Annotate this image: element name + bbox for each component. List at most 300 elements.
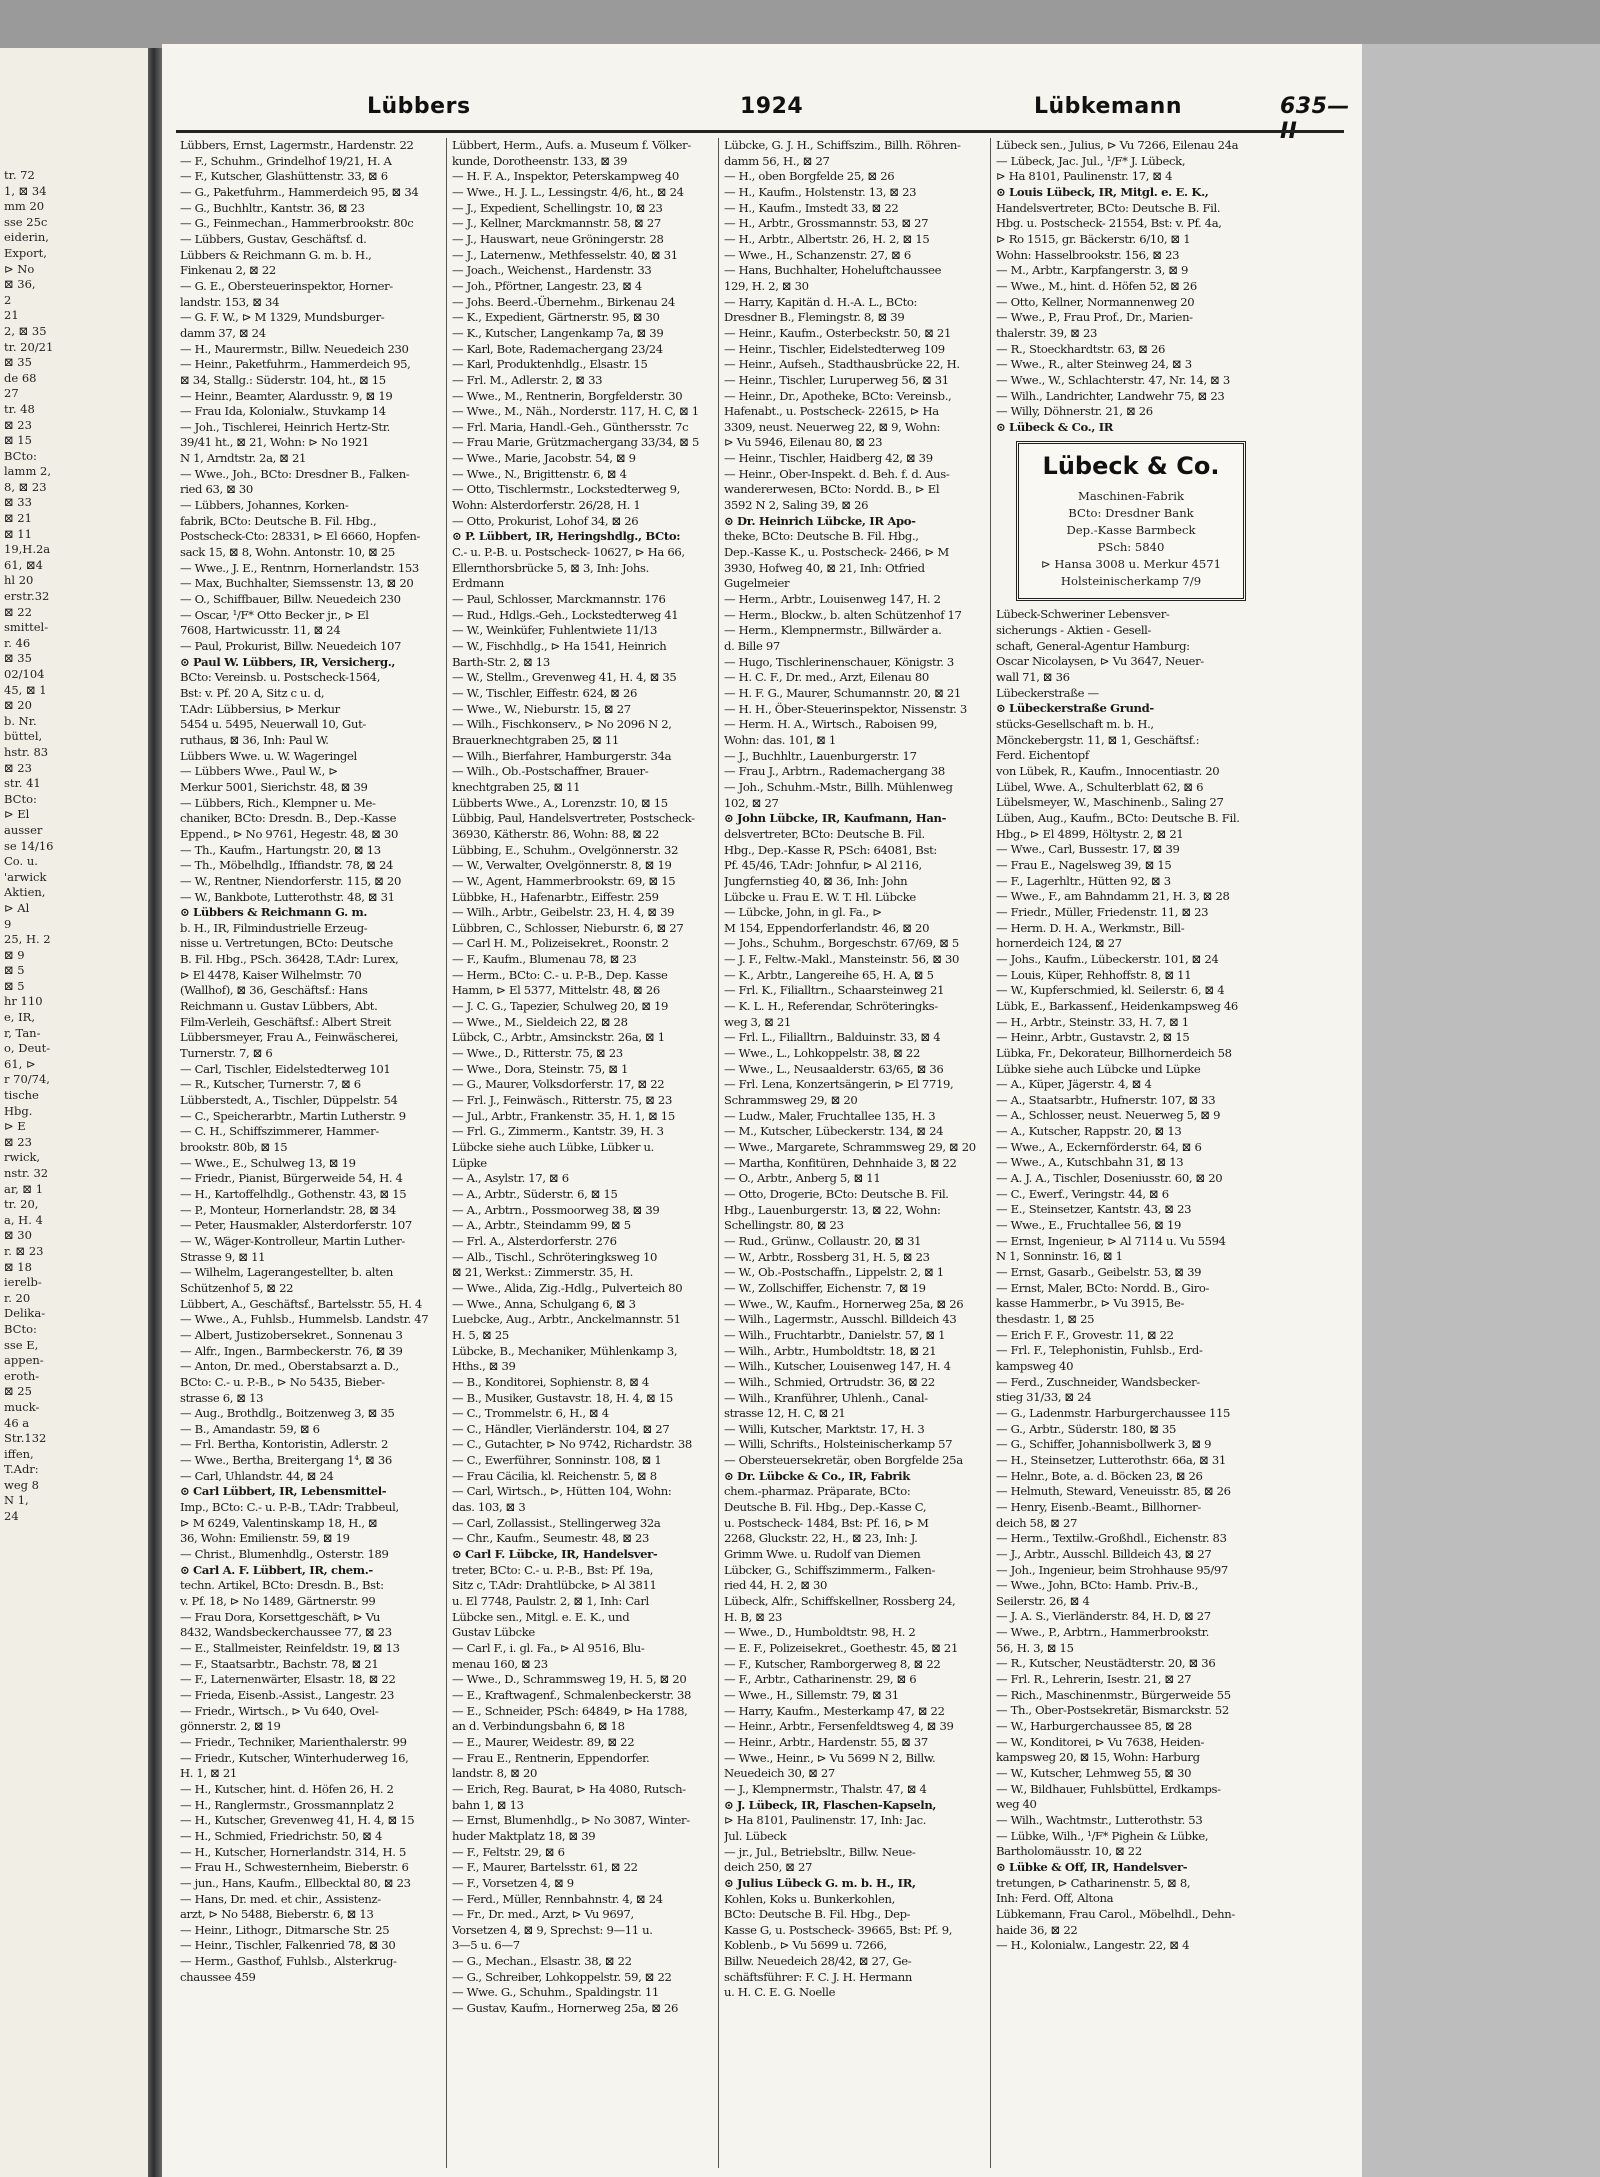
directory-entry-line: N 1, Sonninstr. 16, ⊠ 1 <box>996 1249 1123 1264</box>
directory-entry-line: — H., Steinsetzer, Lutterothstr. 66a, ⊠ 31 <box>996 1452 1226 1467</box>
directory-entry-line: wall 71, ⊠ 36 <box>996 670 1070 685</box>
directory-entry-line: thalerstr. 39, ⊠ 23 <box>996 325 1098 340</box>
previous-page-line: 21 <box>4 308 19 323</box>
previous-page-line: ⊳ El <box>4 807 30 822</box>
directory-entry-line: — Gustav, Kaufm., Hornerweg 25a, ⊠ 26 <box>452 2001 679 2016</box>
directory-entry-line: Wohn: Hasselbrookstr. 156, ⊠ 23 <box>996 247 1180 262</box>
directory-entry-line: Barth-Str. 2, ⊠ 13 <box>452 654 550 669</box>
directory-entry-line: Lübke siehe auch Lübcke und Lüpke <box>996 1061 1201 1076</box>
directory-entry-line: stücks-Gesellschaft m. b. H., <box>996 717 1154 732</box>
column-divider <box>446 138 447 2168</box>
previous-page-line: büttel, <box>4 729 43 744</box>
directory-entry-line: Hbg., Lauenburgerstr. 13, ⊠ 22, Wohn: <box>724 1202 941 1217</box>
directory-entry-line: M 154, Eppendorferlandstr. 46, ⊠ 20 <box>724 920 930 935</box>
previous-page-line: N 1, <box>4 1493 29 1508</box>
directory-entry-line: — Heinr., Arbtr., Hardenstr. 55, ⊠ 37 <box>724 1734 928 1749</box>
directory-entry-line: fabrik, BCto: Deutsche B. Fil. Hbg., <box>180 513 377 528</box>
directory-entry-line: 56, H. 3, ⊠ 15 <box>996 1640 1074 1655</box>
directory-entry-line: — Max, Buchhalter, Siemssenstr. 13, ⊠ 20 <box>180 576 414 591</box>
directory-entry-line: — W., Ob.-Postschaffn., Lippelstr. 2, ⊠ 1 <box>724 1265 944 1280</box>
directory-entry-line: — Wwe., H., Schanzenstr. 27, ⊠ 6 <box>724 247 911 262</box>
directory-entry-line: — Wwe., Margarete, Schrammsweg 29, ⊠ 20 <box>724 1140 976 1154</box>
directory-entry-line: — C., Händler, Vierländerstr. 104, ⊠ 27 <box>452 1421 670 1436</box>
ad-line: Maschinen-Fabrik <box>1078 489 1184 504</box>
directory-entry-line: — Heinr., Ober-Inspekt. d. Beh. f. d. Aus- <box>724 466 950 481</box>
directory-entry-line: — H., oben Borgfelde 25, ⊠ 26 <box>724 169 895 184</box>
previous-page-line: nstr. 32 <box>4 1166 49 1180</box>
directory-entry-line: — Wilh., Schmied, Ortrudstr. 36, ⊠ 22 <box>724 1374 935 1389</box>
directory-entry-line: — Karl, Produktenhdlg., Elsastr. 15 <box>452 357 648 372</box>
directory-entry-line: ⊳ M 6249, Valentinskamp 18, H., ⊠ <box>180 1515 378 1530</box>
directory-entry-line: — Frl. R., Lehrerin, Isestr. 21, ⊠ 27 <box>996 1672 1192 1687</box>
directory-entry-line: — F., Kutscher, Glashüttenstr. 33, ⊠ 6 <box>180 169 388 184</box>
directory-entry-line: — Jul., Arbtr., Frankenstr. 35, H. 1, ⊠ 15 <box>452 1108 675 1123</box>
directory-entry-line: — W., Weinküfer, Fuhlentwiete 11/13 <box>452 623 658 638</box>
previous-page-line: b. Nr. <box>4 713 37 728</box>
directory-entry-line: — Wilh., Fruchtarbtr., Danielstr. 57, ⊠ 1 <box>724 1327 946 1342</box>
directory-entry-line: — Wwe., L., Neusaalderstr. 63/65, ⊠ 36 <box>724 1061 944 1076</box>
directory-entry-line: Lübbersmeyer, Frau A., Feinwäscherei, <box>180 1030 399 1045</box>
directory-entry-line: Dep.-Kasse K., u. Postscheck- 2466, ⊳ M <box>724 545 949 560</box>
directory-entry-line: — Wilh., Fischkonserv., ⊳ No 2096 N 2, <box>452 717 672 732</box>
previous-page-line: ⊠ 35 <box>4 355 32 370</box>
column-divider <box>990 138 991 2168</box>
directory-entry-line: strasse 6, ⊠ 13 <box>180 1390 264 1405</box>
directory-entry-line: — Wwe., A., Fuhlsb., Hummelsb. Landstr. 47 <box>180 1312 429 1327</box>
directory-entry-line: (Wallhof), ⊠ 36, Geschäftsf.: Hans <box>180 983 368 998</box>
directory-entry-line: — A., Staatsarbtr., Hufnerstr. 107, ⊠ 33 <box>996 1092 1216 1107</box>
directory-entry-line: Bartholomäusstr. 10, ⊠ 22 <box>996 1844 1142 1859</box>
directory-entry-line: — Carl H. M., Polizeisekret., Roonstr. 2 <box>452 936 669 951</box>
directory-entry-line: — H. C. F., Dr. med., Arzt, Eilenau 80 <box>724 670 929 685</box>
directory-entry-line: — K. L. H., Referendar, Schröteringks- <box>724 999 938 1014</box>
directory-entry-line: ⊙ Lübke & Off, IR, Handelsver- <box>996 1859 1188 1874</box>
directory-entry-line: — Wilh., Lagermstr., Ausschl. Billdeich 43 <box>724 1312 957 1327</box>
directory-entry-line: Strasse 9, ⊠ 11 <box>180 1249 266 1264</box>
directory-entry-line: ⊙ Lübbers & Reichmann G. m. <box>180 905 368 920</box>
directory-entry-line: das. 103, ⊠ 3 <box>452 1500 526 1515</box>
directory-entry-line: C.- u. P.-B. u. Postscheck- 10627, ⊳ Ha 66, <box>452 545 685 560</box>
header-left: Lübbers <box>367 94 471 119</box>
directory-entry-line: — J. A. S., Vierländerstr. 84, H. D, ⊠ 27 <box>996 1609 1211 1624</box>
directory-entry-line: — E., Maurer, Weidestr. 89, ⊠ 22 <box>452 1734 635 1749</box>
directory-entry-line: — Otto, Kellner, Normannenweg 20 <box>996 294 1195 309</box>
previous-page-line: BCto: <box>4 791 37 806</box>
directory-entry-line: weg 3, ⊠ 21 <box>724 1014 791 1029</box>
directory-entry-line: Grimm Wwe. u. Rudolf van Diemen <box>724 1547 921 1562</box>
directory-entry-line: — Wwe., P., Frau Prof., Dr., Marien- <box>996 310 1193 325</box>
directory-entry-line: — Joh., Pförtner, Langestr. 23, ⊠ 4 <box>452 278 642 293</box>
directory-entry-line: deich 58, ⊠ 27 <box>996 1515 1078 1530</box>
directory-entry-line: H. 1, ⊠ 21 <box>180 1766 237 1781</box>
directory-entry-line: Lübcke u. Frau E. W. T. Hl. Lübcke <box>724 889 916 904</box>
previous-page-line: T.Adr: <box>4 1462 39 1477</box>
directory-entry-line: Lübeck, Alfr., Schiffskellner, Rossberg 24, <box>724 1594 956 1609</box>
directory-entry-line: Lübcke siehe auch Lübke, Lübker u. <box>452 1140 655 1154</box>
directory-entry-line: ⊠ 34, Stallg.: Süderstr. 104, ht., ⊠ 15 <box>180 372 386 387</box>
directory-entry-line: — E., Schneider, PSch: 64849, ⊳ Ha 1788, <box>452 1703 688 1718</box>
directory-entry-line: 8432, Wandsbeckerchaussee 77, ⊠ 23 <box>180 1625 392 1640</box>
directory-entry-line: — Wwe., H., Sillemstr. 79, ⊠ 31 <box>724 1687 899 1702</box>
directory-entry-line: — Oscar, ¹/F* Otto Becker jr., ⊳ El <box>180 607 369 622</box>
directory-entry-line: — Frl. L., Filialltrn., Balduinstr. 33, ⊠ 4 <box>724 1030 941 1045</box>
directory-entry-line: damm 37, ⊠ 24 <box>180 325 266 340</box>
previous-page-line: Export, <box>4 245 47 260</box>
directory-entry-line: Wohn: das. 101, ⊠ 1 <box>724 732 836 747</box>
directory-entry-line: Postscheck-Cto: 28331, ⊳ El 6660, Hopfen- <box>180 529 421 544</box>
directory-entry-line: — Wwe., Marie, Jacobstr. 54, ⊠ 9 <box>452 451 636 466</box>
directory-entry-line: 129, H. 2, ⊠ 30 <box>724 278 809 293</box>
directory-entry-line: — Joh., Tischlerei, Heinrich Hertz-Str. <box>180 419 390 434</box>
directory-entry-line: ⊳ Ha 8101, Paulinenstr. 17, ⊠ 4 <box>996 169 1173 184</box>
directory-entry-line: — Paul, Prokurist, Billw. Neuedeich 107 <box>180 639 402 653</box>
directory-entry-line: Lübbers, Ernst, Lagermstr., Hardenstr. 22 <box>180 138 414 152</box>
previous-page-line: tr. 48 <box>4 401 35 416</box>
directory-entry-line: — Rich., Maschinenmstr., Bürgerweide 55 <box>996 1687 1231 1702</box>
directory-entry-line: delsvertreter, BCto: Deutsche B. Fil. <box>724 826 925 841</box>
previous-page-line: de 68 <box>4 370 37 385</box>
previous-page-line: ⊠ 5 <box>4 963 25 978</box>
directory-entry-line: Luebcke, Aug., Arbtr., Anckelmannstr. 51 <box>452 1312 681 1327</box>
directory-page <box>162 44 1362 2177</box>
directory-entry-line: — Peter, Hausmakler, Alsterdorferstr. 107 <box>180 1218 412 1233</box>
directory-entry-line: ⊙ Louis Lübeck, IR, Mitgl. e. E. K., <box>996 184 1209 199</box>
page-number: 635—II <box>1280 94 1350 144</box>
directory-entry-line: — Frl. G., Zimmerm., Kantstr. 39, H. 3 <box>452 1124 664 1139</box>
directory-entry-line: theke, BCto: Deutsche B. Fil. Hbg., <box>724 529 919 544</box>
directory-entry-line: — G., Ladenmstr. Harburgerchaussee 115 <box>996 1405 1231 1420</box>
directory-entry-line: — Wwe., Dora, Steinstr. 75, ⊠ 1 <box>452 1061 629 1076</box>
directory-entry-line: bahn 1, ⊠ 13 <box>452 1797 524 1812</box>
directory-entry-line: — Johs. Beerd.-Übernehm., Birkenau 24 <box>452 294 675 309</box>
directory-entry-line: — W., Arbtr., Rossberg 31, H. 5, ⊠ 23 <box>724 1249 930 1264</box>
directory-entry-line: — Wwe., Anna, Schulgang 6, ⊠ 3 <box>452 1296 636 1311</box>
directory-entry-line: Neuedeich 30, ⊠ 27 <box>724 1766 835 1781</box>
directory-entry-line: — W., Kutscher, Lehmweg 55, ⊠ 30 <box>996 1766 1192 1781</box>
directory-entry-line: — jun., Hans, Kaufm., Ellbecktal 80, ⊠ 23 <box>180 1875 411 1890</box>
directory-entry-line: — H., Kutscher, Hornerlandstr. 314, H. 5 <box>180 1844 407 1859</box>
directory-entry-line: — H., Kutscher, hint. d. Höfen 26, H. 2 <box>180 1781 394 1796</box>
column-2 <box>452 138 714 2168</box>
directory-entry-line: Gustav Lübcke <box>452 1625 535 1640</box>
directory-entry-line: — Frau E., Rentnerin, Eppendorfer. <box>452 1750 650 1765</box>
directory-entry-line: — F., Vorsetzen 4, ⊠ 9 <box>452 1875 574 1890</box>
directory-entry-line: Lübberts Wwe., A., Lorenzstr. 10, ⊠ 15 <box>452 795 668 810</box>
directory-entry-line: 7608, Hartwicusstr. 11, ⊠ 24 <box>180 623 341 638</box>
directory-entry-line: — W., Harburgerchaussee 85, ⊠ 28 <box>996 1719 1192 1734</box>
directory-entry-line: — Rud., Hdlgs.-Geh., Lockstedterweg 41 <box>452 607 679 622</box>
directory-entry-line: — J., Buchhltr., Lauenburgerstr. 17 <box>724 748 917 763</box>
directory-entry-line: schäftsführer: F. C. J. H. Hermann <box>724 1969 912 1984</box>
directory-entry-line: Kohlen, Koks u. Bunkerkohlen, <box>724 1891 895 1906</box>
directory-entry-line: ⊙ P. Lübbert, IR, Heringshdlg., BCto: <box>452 529 681 544</box>
previous-page-line: ⊠ 5 <box>4 978 25 993</box>
previous-page-line: ⊠ 18 <box>4 1259 32 1274</box>
directory-entry-line: — Heinr., Tischler, Eidelstedterweg 109 <box>724 341 945 356</box>
previous-page-line: hr 110 <box>4 994 43 1009</box>
directory-entry-line: Lübbing, E., Schuhm., Ovelgönnerstr. 32 <box>452 842 679 857</box>
directory-entry-line: — Wwe., N., Brigittenstr. 6, ⊠ 4 <box>452 466 627 481</box>
directory-entry-line: Lübka, Fr., Dekorateur, Billhornerdeich 58 <box>996 1045 1232 1060</box>
directory-entry-line: — Frl. M., Adlerstr. 2, ⊠ 33 <box>452 372 603 387</box>
directory-entry-line: — B., Musiker, Gustavstr. 18, H. 4, ⊠ 15 <box>452 1390 673 1405</box>
directory-entry-line: — H., Kartoffelhdlg., Gothenstr. 43, ⊠ 15 <box>180 1186 407 1201</box>
directory-entry-line: — Rud., Grünw., Collaustr. 20, ⊠ 31 <box>724 1233 922 1248</box>
directory-entry-line: Lübbke, H., Hafenarbtr., Eiffestr. 259 <box>452 889 659 904</box>
directory-entry-line: — Lübbers, Gustav, Geschäftsf. d. <box>180 231 367 246</box>
directory-entry-line: — Ernst, Blumenhdlg., ⊳ No 3087, Winter- <box>452 1813 690 1828</box>
directory-entry-line: — W., Tischler, Eiffestr. 624, ⊠ 26 <box>452 685 638 700</box>
directory-entry-line: — O., Arbtr., Anberg 5, ⊠ 11 <box>724 1171 881 1186</box>
directory-entry-line: — C., Speicherarbtr., Martin Lutherstr. 9 <box>180 1108 406 1123</box>
directory-entry-line: Lübberstedt, A., Tischler, Düppelstr. 54 <box>180 1093 398 1108</box>
directory-entry-line: BCto: Vereinsb. u. Postscheck-1564, <box>180 670 381 685</box>
previous-page-line: 02/104 <box>4 667 45 681</box>
ad-line: ⊳ Hansa 3008 u. Merkur 4571 <box>1041 557 1221 572</box>
directory-entry-line: — Frau Ida, Kolonialw., Stuvkamp 14 <box>180 404 386 419</box>
directory-entry-line: — E., Kraftwagenf., Schmalenbeckerstr. 38 <box>452 1687 692 1702</box>
directory-entry-line: Merkur 5001, Sierichstr. 48, ⊠ 39 <box>180 779 368 794</box>
directory-entry-line: — A., Arbtr., Süderstr. 6, ⊠ 15 <box>452 1186 618 1201</box>
header-year: 1924 <box>740 94 804 119</box>
directory-entry-line: — Friedr., Kutscher, Winterhuderweg 16, <box>180 1750 409 1765</box>
directory-entry-line: — H., Arbtr., Steinstr. 33, H. 7, ⊠ 1 <box>996 1014 1189 1029</box>
directory-entry-line: — K., Expedient, Gärtnerstr. 95, ⊠ 30 <box>452 310 660 325</box>
directory-entry-line: — F., Feltstr. 29, ⊠ 6 <box>452 1844 565 1859</box>
directory-entry-line: Ellernthorsbrücke 5, ⊠ 3, Inh: Johs. <box>452 560 649 575</box>
directory-entry-line: — C., Gutachter, ⊳ No 9742, Richardstr. 38 <box>452 1437 692 1452</box>
ad-line: PSch: 5840 <box>1097 540 1165 555</box>
directory-entry-line: an d. Verbindungsbahn 6, ⊠ 18 <box>452 1719 625 1734</box>
directory-entry-line: — Heinr., Beamter, Alardusstr. 9, ⊠ 19 <box>180 388 393 403</box>
directory-entry-line: — Frau Marie, Grützmachergang 33/34, ⊠ 5 <box>452 435 699 450</box>
directory-entry-line: — C., Ewerf., Veringstr. 44, ⊠ 6 <box>996 1186 1169 1201</box>
directory-entry-line: — W., Bankbote, Lutterothstr. 48, ⊠ 31 <box>180 889 395 904</box>
directory-entry-line: — Wwe., John, BCto: Hamb. Priv.-B., <box>996 1578 1199 1593</box>
directory-entry-line: 3309, neust. Neuerweg 22, ⊠ 9, Wohn: <box>724 419 941 434</box>
directory-entry-line: Lübel, Wwe. A., Schulterblatt 62, ⊠ 6 <box>996 779 1204 794</box>
previous-page-line: eiderin, <box>4 230 49 245</box>
directory-entry-line: — H., Ranglermstr., Grossmannplatz 2 <box>180 1797 395 1812</box>
directory-entry-line: wandererwesen, BCto: Nordd. B., ⊳ El <box>724 482 940 497</box>
directory-entry-line: — H., Maurermstr., Billw. Neuedeich 230 <box>180 341 409 356</box>
directory-entry-line: ⊙ Carl A. F. Lübbert, IR, chem.- <box>180 1562 373 1577</box>
directory-entry-line: Vorsetzen 4, ⊠ 9, Sprechst: 9—11 u. <box>452 1922 653 1937</box>
directory-entry-line: — Johs., Schuhm., Borgeschstr. 67/69, ⊠ 5 <box>724 936 959 951</box>
directory-entry-line: Kasse G, u. Postscheck- 39665, Bst: Pf. 9, <box>724 1922 953 1937</box>
directory-entry-line: — Wwe., D., Ritterstr. 75, ⊠ 23 <box>452 1046 623 1061</box>
previous-page-text <box>0 48 148 1525</box>
directory-entry-line: — Louis, Küper, Rehhoffstr. 8, ⊠ 11 <box>996 967 1192 982</box>
directory-entry-line: — H., Schmied, Friedrichstr. 50, ⊠ 4 <box>180 1828 383 1843</box>
directory-entry-line: — Joh., Ingenieur, beim Strohhause 95/97 <box>996 1562 1228 1577</box>
directory-entry-line: ⊙ Carl F. Lübcke, IR, Handelsver- <box>452 1547 658 1562</box>
directory-entry-line: d. Bille 97 <box>724 639 780 653</box>
previous-page-line: ⊠ 20 <box>4 698 32 713</box>
directory-entry-line: Lübcke, B., Mechaniker, Mühlenkamp 3, <box>452 1343 678 1358</box>
directory-entry-line: — Erich, Reg. Baurat, ⊳ Ha 4080, Rutsch- <box>452 1781 686 1796</box>
directory-entry-line: ⊙ Julius Lübeck G. m. b. H., IR, <box>724 1875 916 1890</box>
directory-entry-line: T.Adr: Lübbersius, ⊳ Merkur <box>180 701 340 716</box>
ad-title: Lübeck & Co. <box>1042 452 1220 481</box>
directory-entry-line: — H. F. A., Inspektor, Peterskampweg 40 <box>452 169 679 184</box>
directory-entry-line: ⊙ John Lübcke, IR, Kaufmann, Han- <box>724 811 947 826</box>
directory-entry-line: — G., Schreiber, Lohkoppelstr. 59, ⊠ 22 <box>452 1969 672 1984</box>
directory-entry-line: ⊙ Paul W. Lübbers, IR, Versicherg., <box>180 654 396 669</box>
directory-entry-line: — Martha, Konfitüren, Dehnhaide 3, ⊠ 22 <box>724 1155 957 1170</box>
directory-entry-line: ruthaus, ⊠ 36, Inh: Paul W. <box>180 732 329 747</box>
directory-entry-line: 39/41 ht., ⊠ 21, Wohn: ⊳ No 1921 <box>180 435 369 450</box>
directory-entry-line: — W., Fischhdlg., ⊳ Ha 1541, Heinrich <box>452 639 667 653</box>
directory-entry-line: kasse Hammerbr., ⊳ Vu 3915, Be- <box>996 1296 1185 1311</box>
directory-entry-line: — Heinr., Tischler, Haidberg 42, ⊠ 39 <box>724 451 933 466</box>
directory-entry-line: Brauerknechtgraben 25, ⊠ 11 <box>452 732 619 747</box>
directory-entry-line: — Carl, Tischler, Eidelstedterweg 101 <box>180 1061 391 1076</box>
previous-page-line: sse 25c <box>4 214 48 229</box>
directory-entry-line: Lübcker, G., Schiffszimmerm., Falken- <box>724 1562 936 1577</box>
previous-page-line: tische <box>4 1088 39 1103</box>
directory-entry-line: Wohn: Alsterdorferstr. 26/28, H. 1 <box>452 498 641 513</box>
directory-entry-line: Lübcke sen., Mitgl. e. E. K., und <box>452 1609 630 1624</box>
directory-entry-line: — Wwe., E., Fruchtallee 56, ⊠ 19 <box>996 1218 1182 1233</box>
directory-entry-line: 2268, Gluckstr. 22, H., ⊠ 23, Inh: J. <box>724 1531 918 1546</box>
directory-entry-line: — R., Stoeckhardtstr. 63, ⊠ 26 <box>996 341 1166 356</box>
previous-page-line: hl 20 <box>4 573 34 588</box>
directory-entry-line: von Lübek, R., Kaufm., Innocentiastr. 20 <box>996 764 1220 779</box>
previous-page-line: r. 20 <box>4 1290 31 1305</box>
directory-entry-line: ⊳ Ha 8101, Paulinenstr. 17, Inh: Jac. <box>724 1813 927 1828</box>
previous-page-line: iffen, <box>4 1446 34 1461</box>
directory-entry-line: Erdmann <box>452 576 504 591</box>
directory-entry-line: — Chr., Kaufm., Seumestr. 48, ⊠ 23 <box>452 1531 650 1546</box>
previous-page-line: ⊠ 30 <box>4 1228 32 1243</box>
directory-entry-line: — O., Schiffbauer, Billw. Neuedeich 230 <box>180 592 401 607</box>
directory-entry-line: ⊙ Lübeckerstraße Grund- <box>996 701 1154 716</box>
directory-entry-line: Hamm, ⊳ El 5377, Mittelstr. 48, ⊠ 26 <box>452 983 660 998</box>
directory-entry-line: Finkenau 2, ⊠ 22 <box>180 263 276 278</box>
directory-entry-line: techn. Artikel, BCto: Dresdn. B., Bst: <box>180 1578 384 1593</box>
directory-entry-line: — F., Kaufm., Blumenau 78, ⊠ 23 <box>452 952 637 967</box>
directory-entry-line: — Wwe., F., am Bahndamm 21, H. 3, ⊠ 28 <box>996 889 1230 904</box>
directory-entry-line: — G., Maurer, Volksdorferstr. 17, ⊠ 22 <box>452 1077 665 1092</box>
directory-entry-line: — Wwe., Bertha, Breitergang 1⁴, ⊠ 36 <box>180 1453 392 1468</box>
directory-entry-line: ⊠ 21, Werkst.: Zimmerstr. 35, H. <box>452 1265 633 1280</box>
directory-entry-line: — Heinr., Dr., Apotheke, BCto: Vereinsb., <box>724 388 952 403</box>
directory-entry-line: u. Postscheck- 1484, Bst: Pf. 16, ⊳ M <box>724 1515 929 1530</box>
directory-entry-line: — M., Kutscher, Lübeckerstr. 134, ⊠ 24 <box>724 1124 944 1139</box>
directory-entry-line: — Otto, Drogerie, BCto: Deutsche B. Fil. <box>724 1186 949 1201</box>
directory-entry-line: — Frl. K., Filialltrn., Schaarsteinweg 21 <box>724 983 945 998</box>
directory-entry-line: — Hans, Dr. med. et chir., Assistenz- <box>180 1891 381 1906</box>
directory-entry-line: — J. F., Feltw.-Makl., Mansteinstr. 56, ⊠ 30 <box>724 952 960 967</box>
directory-entry-line: — Frieda, Eisenb.-Assist., Langestr. 23 <box>180 1687 394 1702</box>
directory-entry-line: — Frl. Bertha, Kontoristin, Adlerstr. 2 <box>180 1437 388 1452</box>
directory-entry-line: — Lübbers Wwe., Paul W., ⊳ <box>180 764 338 779</box>
directory-entry-line: — H., Arbtr., Grossmannstr. 53, ⊠ 27 <box>724 216 929 231</box>
book-gutter <box>148 48 162 2177</box>
directory-entry-line: — Frl. A., Alsterdorferstr. 276 <box>452 1233 617 1248</box>
directory-entry-line: — Wilh., Bierfahrer, Hamburgerstr. 34a <box>452 748 672 763</box>
directory-entry-line: — Friedr., Pianist, Bürgerweide 54, H. 4 <box>180 1171 403 1186</box>
directory-entry-line: landstr. 8, ⊠ 20 <box>452 1766 538 1781</box>
directory-entry-line: — Wilh., Landrichter, Landwehr 75, ⊠ 23 <box>996 388 1225 403</box>
previous-page-line: ⊳ Al <box>4 900 30 915</box>
directory-entry-line: — Ferd., Müller, Rennbahnstr. 4, ⊠ 24 <box>452 1891 663 1906</box>
directory-entry-line: — Wwe., M., Näh., Norderstr. 117, H. C, ⊠ 1 <box>452 404 699 419</box>
previous-page-line: ⊠ 22 <box>4 604 32 619</box>
directory-entry-line: H. B, ⊠ 23 <box>724 1609 783 1624</box>
directory-entry-line: — A., Arbtr., Steindamm 99, ⊠ 5 <box>452 1218 631 1233</box>
directory-entry-line: Hafenabt., u. Postscheck- 22615, ⊳ Ha <box>724 404 939 419</box>
directory-entry-line: Sitz c, T.Adr: Drahtlübcke, ⊳ Al 3811 <box>452 1578 657 1593</box>
directory-entry-line: — E., Stallmeister, Reinfeldstr. 19, ⊠ 13 <box>180 1641 400 1655</box>
previous-page-line: tr. 72 <box>4 168 35 182</box>
previous-page-line: Co. u. <box>4 854 38 869</box>
previous-page-line: o, Deut- <box>4 1041 51 1056</box>
directory-entry-line: — Herm. D. H. A., Werkmstr., Bill- <box>996 920 1185 935</box>
directory-entry-line: Lübbig, Paul, Handelsvertreter, Postscheck- <box>452 811 695 826</box>
directory-entry-line: — W., Kupferschmied, kl. Seilerstr. 6, ⊠ 4 <box>996 983 1225 998</box>
directory-entry-line: ⊙ J. Lübeck, IR, Flaschen-Kapseln, <box>724 1797 937 1812</box>
directory-entry-line: — Carl, Zollassist., Stellingerweg 32a <box>452 1515 661 1530</box>
directory-entry-line: chem.-pharmaz. Präparate, BCto: <box>724 1484 911 1499</box>
previous-page-line: tr. 20, <box>4 1197 39 1212</box>
directory-entry-line: N 1, Arndtstr. 2a, ⊠ 21 <box>180 451 307 466</box>
directory-entry-line: — jr., Jul., Betriebsltr., Billw. Neue- <box>724 1844 916 1859</box>
directory-entry-line: — H., Kutscher, Grevenweg 41, H. 4, ⊠ 15 <box>180 1813 415 1828</box>
directory-entry-line: Bst: v. Pf. 20 A, Sitz c u. d, <box>180 685 325 700</box>
directory-entry-line: stieg 31/33, ⊠ 24 <box>996 1390 1092 1405</box>
directory-entry-line: — Wwe., W., Kaufm., Hornerweg 25a, ⊠ 26 <box>724 1296 964 1311</box>
directory-entry-line: Deutsche B. Fil. Hbg., Dep.-Kasse C, <box>724 1500 927 1515</box>
previous-page-line: appen- <box>4 1353 44 1368</box>
directory-entry-line: Schützenhof 5, ⊠ 22 <box>180 1280 294 1295</box>
directory-entry-line: chaussee 459 <box>180 1969 256 1984</box>
directory-entry-line: 36, Wohn: Emilienstr. 59, ⊠ 19 <box>180 1531 350 1546</box>
directory-entry-line: — Heinr., Arbtr., Gustavstr. 2, ⊠ 15 <box>996 1030 1190 1045</box>
previous-page-edge <box>0 48 148 2177</box>
previous-page-line: ⊠ 35 <box>4 651 32 666</box>
previous-page-line: e, IR, <box>4 1010 35 1025</box>
directory-entry-line: — F., Kutscher, Ramborgerweg 8, ⊠ 22 <box>724 1656 941 1671</box>
directory-entry-line: — C., Trommelstr. 6, H., ⊠ 4 <box>452 1406 609 1421</box>
ad-line: Dep.-Kasse Barmbeck <box>1066 523 1196 538</box>
directory-entry-line: — Hans, Buchhalter, Hoheluftchaussee <box>724 263 942 278</box>
ad-line: BCto: Dresdner Bank <box>1068 506 1194 521</box>
directory-entry-line: ⊙ Carl Lübbert, IR, Lebensmittel- <box>180 1484 387 1499</box>
column-3 <box>724 138 986 2168</box>
directory-entry-line: 3592 N 2, Saling 39, ⊠ 26 <box>724 498 869 513</box>
directory-entry-line: — W., Rentner, Niendorferstr. 115, ⊠ 20 <box>180 873 401 888</box>
directory-entry-line: — J., Arbtr., Ausschl. Billdeich 43, ⊠ 27 <box>996 1546 1212 1561</box>
directory-entry-line: — Th., Möbelhdlg., Iffiandstr. 78, ⊠ 24 <box>180 858 393 873</box>
directory-entry-line: Eppend., ⊳ No 9761, Hegestr. 48, ⊠ 30 <box>180 826 399 841</box>
directory-entry-line: — Wilh., Arbtr., Geibelstr. 23, H. 4, ⊠ 39 <box>452 905 675 920</box>
directory-entry-line: — H. H., Öber-Steuerinspektor, Nissenstr. 3 <box>724 701 967 716</box>
ad-line: Holsteinischerkamp 7/9 <box>1060 574 1202 589</box>
directory-entry-line: Lübbers & Reichmann G. m. b. H., <box>180 247 372 262</box>
directory-entry-line: — Albert, Justizobersekret., Sonnenau 3 <box>180 1327 403 1342</box>
directory-entry-line: — Wwe., D., Schrammsweg 19, H. 5, ⊠ 20 <box>452 1672 687 1687</box>
directory-entry-line: — Alfr., Ingen., Barmbeckerstr. 76, ⊠ 39 <box>180 1343 403 1358</box>
directory-entry-line: — Wwe., M., Rentnerin, Borgfelderstr. 30 <box>452 388 683 403</box>
previous-page-line: ⊠ 36, <box>4 277 36 292</box>
previous-page-line: ⊠ 33 <box>4 495 32 510</box>
previous-page-line: Delika- <box>4 1306 46 1321</box>
advertisement-box <box>1016 441 1246 601</box>
directory-entry-line: B. Fil. Hbg., PSch. 36428, T.Adr: Lurex, <box>180 952 399 967</box>
directory-entry-line: ⊳ Vu 5946, Eilenau 80, ⊠ 23 <box>724 435 883 450</box>
